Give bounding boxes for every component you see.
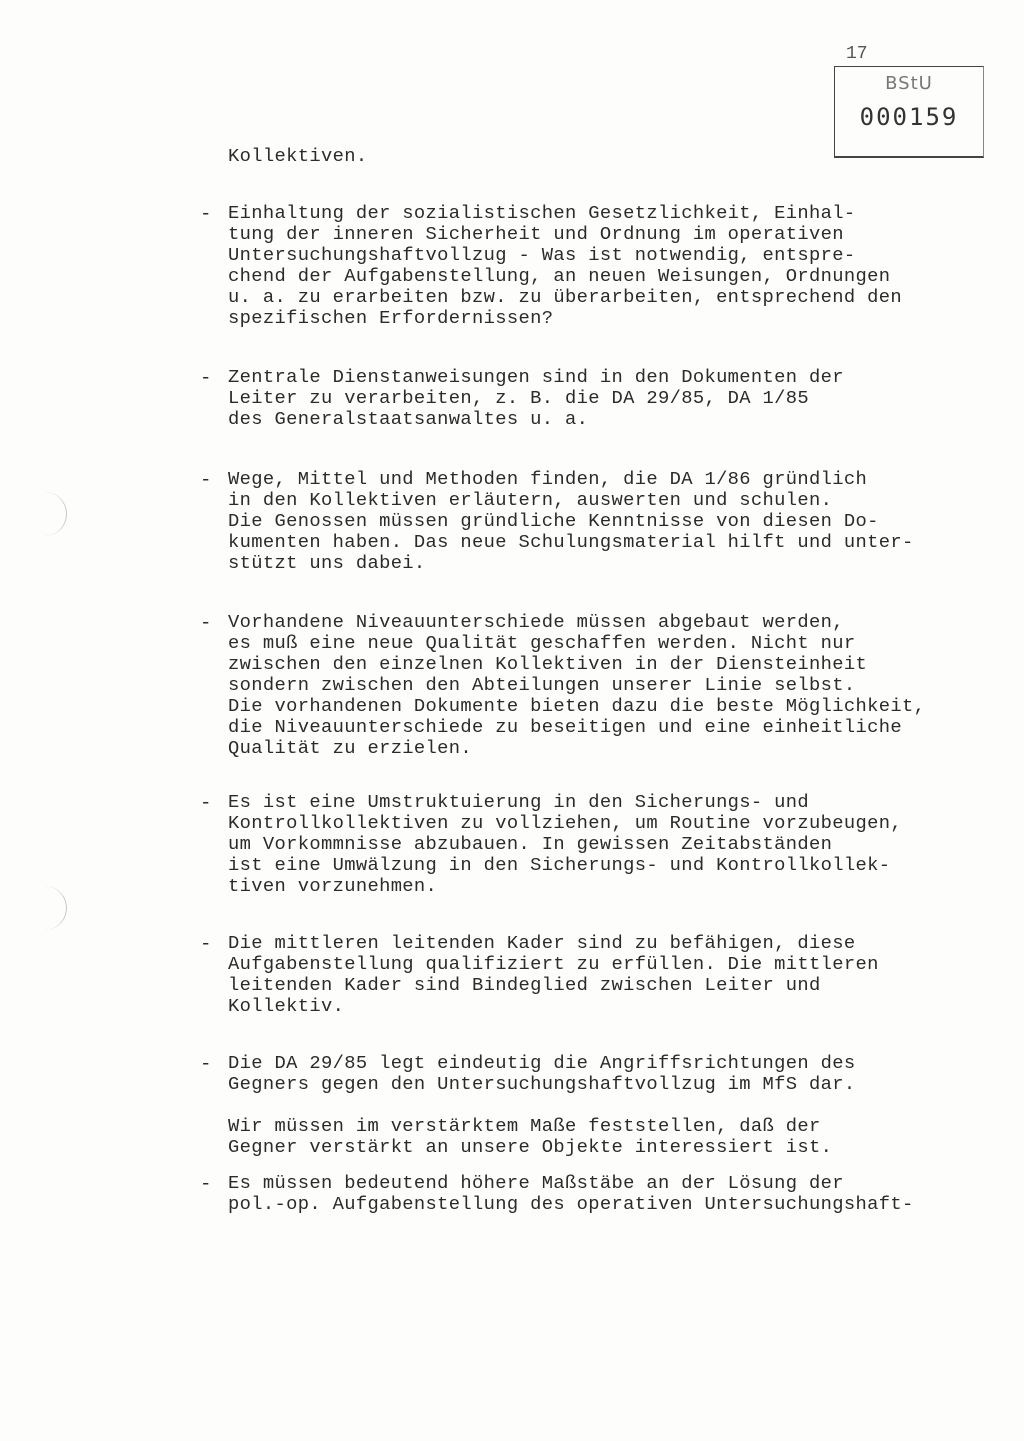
text-line: tiven vorzunehmen. [228, 875, 438, 897]
list-bullet: - [200, 612, 212, 634]
text-line: zwischen den einzelnen Kollektiven in der Diensteinheit [228, 653, 868, 675]
list-bullet: - [200, 1173, 212, 1195]
list-bullet: - [200, 203, 212, 225]
text-line: pol.-op. Aufgabenstellung des operativen Untersuchungshaft- [228, 1193, 914, 1215]
text-line: Kontrollkollektiven zu vollziehen, um Routine vorzubeugen, [228, 812, 902, 834]
text-line: Aufgabenstellung qualifiziert zu erfüllen. Die mittleren [228, 953, 879, 975]
text-line: Vorhandene Niveauunterschiede müssen abgebaut werden, [228, 611, 844, 633]
text-line: Die vorhandenen Dokumente bieten dazu die beste Möglichkeit, [228, 695, 926, 717]
stamp-label: BStU [885, 73, 933, 94]
text-line: Es ist eine Umstruktuierung in den Sicherungs- und [228, 791, 810, 813]
text-line: in den Kollektiven erläutern, auswerten und schulen. [228, 489, 833, 511]
text-line: spezifischen Erfordernissen? [228, 307, 554, 329]
text-line: Leiter zu verarbeiten, z. B. die DA 29/85, DA 1/85 [228, 387, 810, 409]
text-line: Es müssen bedeutend höhere Maßstäbe an der Lösung der [228, 1172, 844, 1194]
list-bullet: - [200, 792, 212, 814]
list-bullet: - [200, 933, 212, 955]
text-line: u. a. zu erarbeiten bzw. zu überarbeiten, entsprechend den [228, 286, 902, 308]
archive-stamp [834, 66, 984, 158]
list-bullet: - [200, 367, 212, 389]
stamp-number: 000159 [859, 103, 959, 131]
text-line: Gegner verstärkt an unsere Objekte interessiert ist. [228, 1136, 833, 1158]
text-line: die Niveauunterschiede zu beseitigen und eine einheitliche [228, 716, 902, 738]
scan-artifact [44, 492, 67, 536]
text-line: Wege, Mittel und Methoden finden, die DA 1/86 gründlich [228, 468, 868, 490]
text-line: Wir müssen im verstärktem Maße feststellen, daß der [228, 1115, 821, 1137]
text-line: kumenten haben. Das neue Schulungsmaterial hilft und unter- [228, 531, 914, 553]
text-line: Zentrale Dienstanweisungen sind in den Dokumenten der [228, 366, 844, 388]
list-bullet: - [200, 1053, 212, 1075]
text-line: um Vorkommnisse abzubauen. In gewissen Zeitabständen [228, 833, 833, 855]
list-bullet: - [200, 469, 212, 491]
text-line: chend der Aufgabenstellung, an neuen Weisungen, Ordnungen [228, 265, 891, 287]
text-line: Die mittleren leitenden Kader sind zu befähigen, diese [228, 932, 856, 954]
text-line: leitenden Kader sind Bindeglied zwischen Leiter und [228, 974, 821, 996]
text-line: des Generalstaatsanwaltes u. a. [228, 408, 589, 430]
text-line: sondern zwischen den Abteilungen unserer Linie selbst. [228, 674, 856, 696]
text-line: ist eine Umwälzung in den Sicherungs- und Kontrollkollek- [228, 854, 891, 876]
text-line: Die DA 29/85 legt eindeutig die Angriffsrichtungen des [228, 1052, 856, 1074]
text-line: es muß eine neue Qualität geschaffen werden. Nicht nur [228, 632, 856, 654]
text-line: Einhaltung der sozialistischen Gesetzlichkeit, Einhal- [228, 202, 856, 224]
heading: Kollektiven. [228, 145, 368, 167]
page-number: 17 [846, 44, 868, 64]
text-line: Gegners gegen den Untersuchungshaftvollzug im MfS dar. [228, 1073, 856, 1095]
text-line: stützt uns dabei. [228, 552, 426, 574]
text-line: Die Genossen müssen gründliche Kenntnisse von diesen Do- [228, 510, 879, 532]
text-line: Kollektiv. [228, 995, 345, 1017]
text-line: Untersuchungshaftvollzug - Was ist notwendig, entspre- [228, 244, 856, 266]
text-line: Qualität zu erzielen. [228, 737, 473, 759]
scan-artifact [44, 886, 67, 930]
text-line: tung der inneren Sicherheit und Ordnung im operativen [228, 223, 844, 245]
